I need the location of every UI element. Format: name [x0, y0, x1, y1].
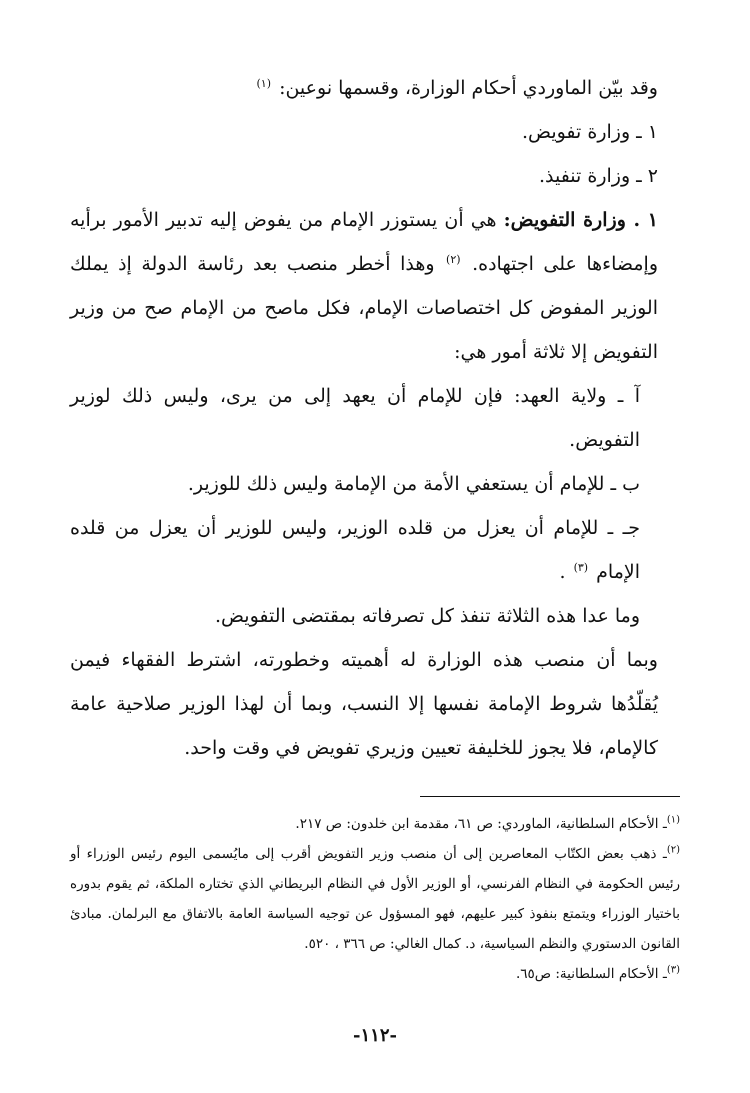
- conclusion-paragraph: وما عدا هذه الثلاثة تنفذ كل تصرفاته بمقتضى التفويض.: [214, 605, 640, 627]
- footnote-ref-3: (٣): [573, 560, 589, 574]
- footnote-2: [70, 839, 680, 959]
- exception-item-3: [70, 506, 680, 594]
- footnote-1-text: ـ الأحكام السلطانية، الماوردي: ص ٦١، مقدمة ابن خلدون: ص ٢١٧.: [295, 816, 667, 832]
- tafwid-text-2: وهذا أخطر منصب بعد رئاسة الدولة إذ يملك الوزير المفوض كل اختصاصات الإمام، فكل ماصح من الإمام صح من وزير التفويض إلا ثلاثة أمور هي:: [70, 253, 658, 363]
- footnote-3-text: ـ الأحكام السلطانية: ص٦٥.: [515, 966, 667, 982]
- footnote-ref-2: (٢): [446, 252, 461, 266]
- tafwid-paragraph: [70, 198, 680, 374]
- page-body: [70, 66, 680, 989]
- footnote-1-mark: (١): [666, 814, 680, 826]
- exception-item-2: ب ـ للإمام أن يستعفي الأمة من الإمامة وليس ذلك للوزير.: [187, 473, 640, 495]
- footnote-3-mark: (٣): [666, 964, 680, 976]
- intro-text: وقد بيّن الماوردي أحكام الوزارة، وقسمها نوعين:: [279, 77, 658, 99]
- tafwid-text-1: هي أن يستوزر الإمام من يفوض إليه تدبير الأمور برأيه وإمضاءها على اجتهاده.: [70, 209, 658, 275]
- footnote-1: [70, 809, 680, 839]
- footnotes-section: [70, 809, 680, 989]
- exception-item-1: آ ـ ولاية العهد: فإن للإمام أن يعهد إلى من يرى، وليس ذلك لوزير التفويض.: [70, 385, 640, 451]
- page-number: -١١٢-: [353, 1025, 397, 1046]
- footnote-2-mark: (٢): [666, 844, 680, 856]
- exception-item-3-text: جـ ـ للإمام أن يعزل من قلده الوزير، وليس للوزير أن يعزل من قلده الإمام: [70, 517, 640, 583]
- exception-item-3-end: .: [559, 561, 566, 583]
- type-item-2: ٢ ـ وزارة تنفيذ.: [538, 165, 658, 187]
- footnote-ref-1: (١): [256, 76, 272, 90]
- final-paragraph: وبما أن منصب هذه الوزارة له أهميته وخطورته، اشترط الفقهاء فيمن يُقلّدُها شروط الإمامة نفسها إلا النسب، وبما أن لهذا الوزير صلاحية عامة كالإمام، فلا يجوز للخليفة تعيين وزيري تفويض في وقت واحد.: [70, 649, 658, 759]
- type-item-1: ١ ـ وزارة تفويض.: [522, 121, 658, 143]
- footnote-3: [70, 959, 680, 989]
- footnote-2-text: ـ ذهب بعض الكتّاب المعاصرين إلى أن منصب وزير التفويض أقرب إلى مايُسمى اليوم رئيس الوزراء أو رئيس الحكومة في النظام الفرنسي، أو الوزير الأول في النظام البريطاني الذي تختاره الملكة، ثم يقوم بدوره باختيار الوزراء ويتمتع بنفوذ كبير عليهم، فهو المسؤول عن توجيه السياسة العامة بالاتفاق مع البرلمان. مبادئ القانون الدستوري والنظم السياسية، د. كمال الغالي: ص ٣٦٦ ، ٥٢٠.: [70, 846, 680, 952]
- intro-paragraph: [70, 66, 680, 110]
- footnote-divider: [420, 796, 680, 797]
- tafwid-heading: ١ . وزارة التفويض:: [503, 209, 658, 231]
